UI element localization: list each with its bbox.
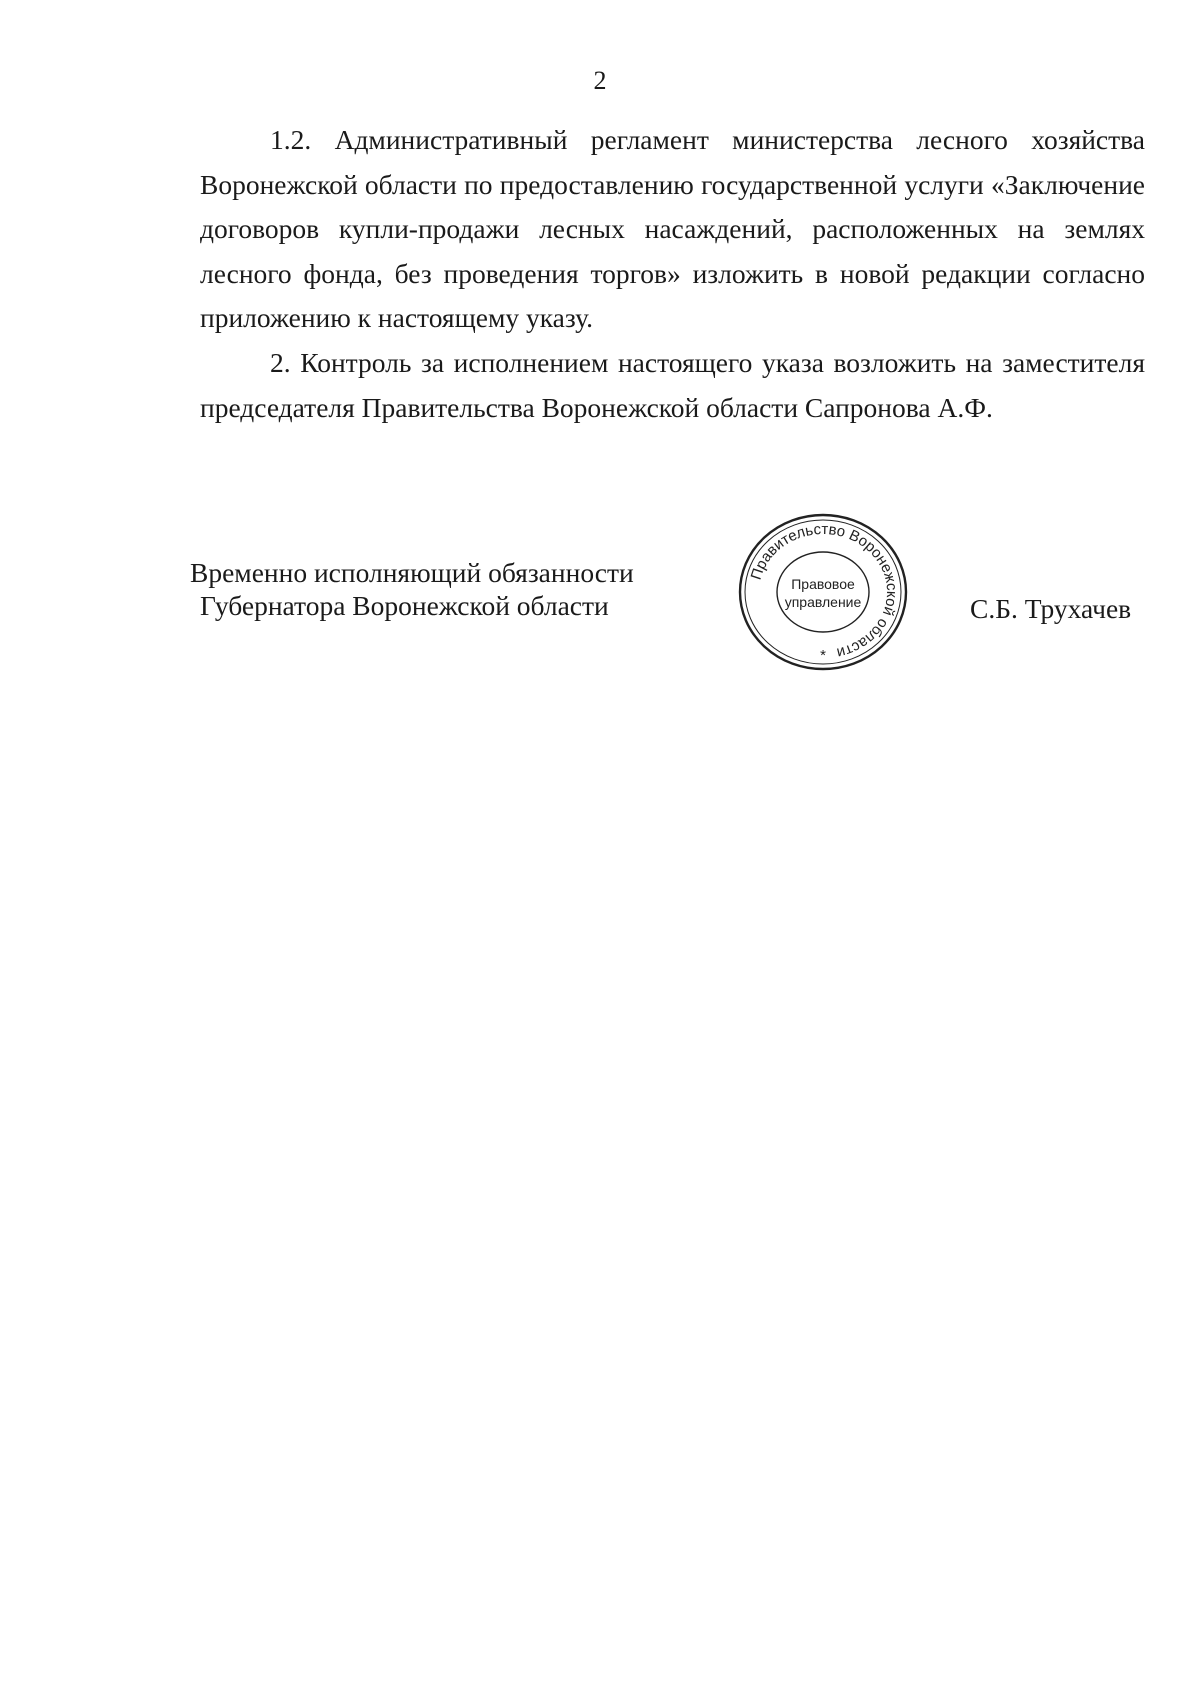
seal-graphic [737, 512, 909, 672]
seal-outer-text-path: Правительство Воронежской области [747, 520, 901, 662]
signatory-position-line-1: Временно исполняющий обязанности [190, 557, 634, 588]
seal-inner-line-2: управление [784, 594, 862, 610]
signatory-position-line-2: Губернатора Воронежской области [200, 590, 609, 621]
seal-star-icon: * [820, 647, 826, 664]
seal-inner-line-1: Правовое [791, 576, 855, 592]
signatory-position [190, 556, 690, 622]
paragraph-2: 2. Контроль за исполнением настоящего указа возложить на заместителя председателя Правительства Воронежской области Сапронова А.Ф. [200, 346, 1145, 423]
seal-inner-ring [777, 552, 869, 632]
paragraph-1-2: 1.2. Административный регламент министерства лесного хозяйства Воронежской области по предоставлению государственной услуги «Заключение договоров купли-продажи лесных насаждений, расположенных на землях лесного фонда, без проведения торгов» изложить в новой редакции согласно приложению к настоящему указу. [200, 124, 1145, 334]
document-body [200, 118, 1145, 430]
seal-outer-ring-thin [745, 520, 901, 664]
page-number: 2 [593, 66, 607, 95]
official-seal-stamp [737, 512, 909, 672]
seal-outer-ring [740, 515, 906, 669]
signatory-name: С.Б. Трухачев [970, 593, 1132, 624]
